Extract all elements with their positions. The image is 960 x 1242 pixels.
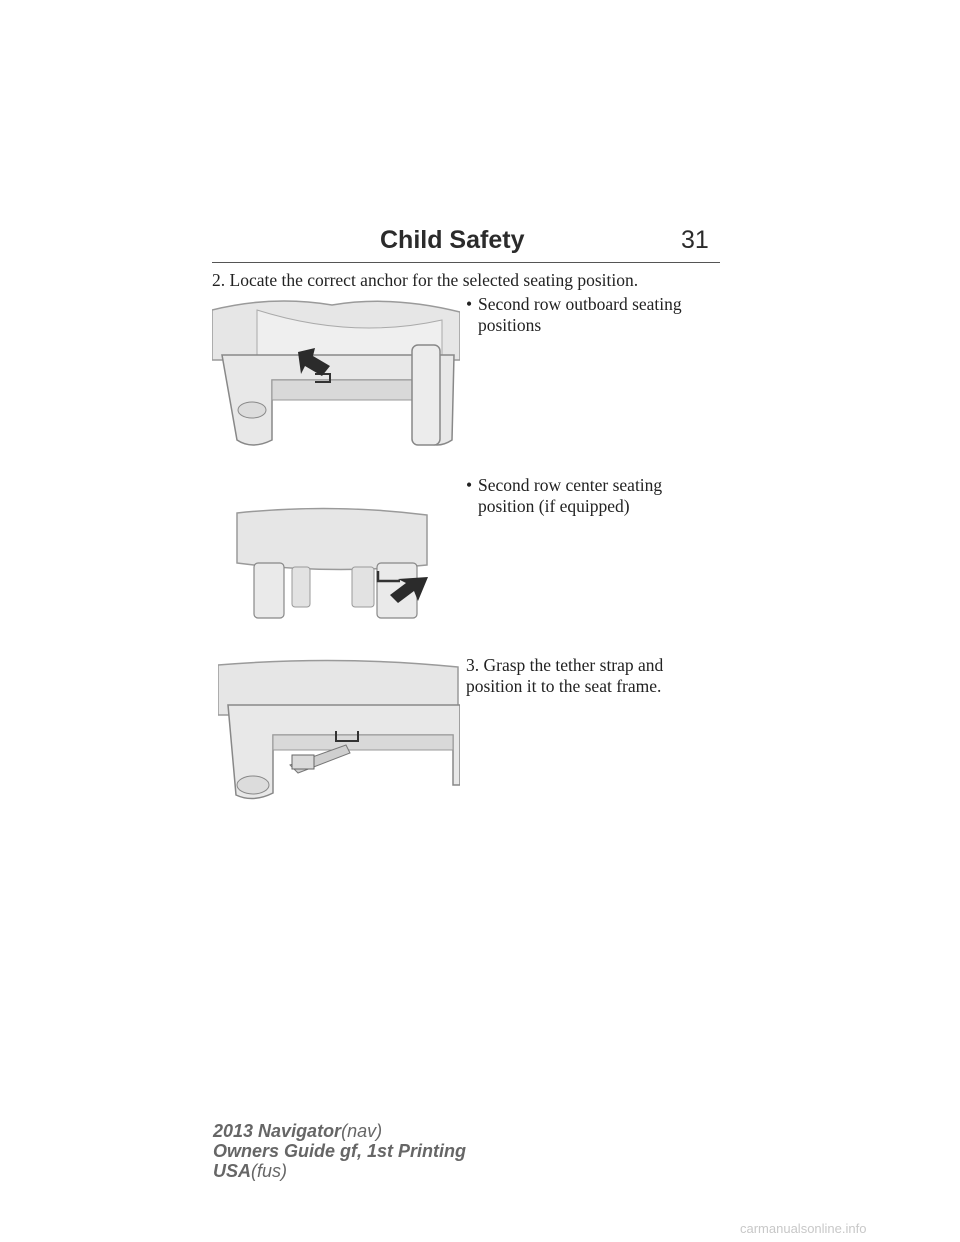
footer-market-line — [213, 1161, 287, 1181]
footer-model-code: (nav) — [341, 1121, 383, 1141]
footer-guide-line — [213, 1141, 466, 1161]
bullet-1-line-2: positions — [478, 315, 542, 335]
step-3-line-2: position it to the seat frame. — [466, 676, 662, 696]
header-divider — [212, 262, 720, 263]
bullet-1-symbol: • — [466, 294, 473, 314]
page-number: 31 — [681, 226, 709, 254]
outboard-anchor-illustration — [212, 300, 460, 460]
footer-market-code: (fus) — [251, 1161, 288, 1181]
bullet-2-line-2: position (if equipped) — [478, 496, 630, 516]
footer-model-line — [213, 1121, 382, 1141]
site-watermark: carmanualsonline.info — [740, 1221, 867, 1236]
tether-strap-illustration — [218, 655, 460, 805]
step-2-text: 2. Locate the correct anchor for the selected seating position. — [212, 270, 639, 290]
center-anchor-illustration — [232, 505, 432, 620]
footer-model: 2013 Navigator — [213, 1121, 342, 1141]
bullet-1-line-1: Second row outboard seating — [478, 294, 682, 314]
section-title: Child Safety — [380, 226, 525, 254]
footer-market: USA — [213, 1161, 252, 1181]
footer-guide: Owners Guide gf, 1st Printing — [213, 1141, 467, 1161]
step-3-line-1: 3. Grasp the tether strap and — [466, 655, 664, 675]
bullet-2-line-1: Second row center seating — [478, 475, 663, 495]
bullet-2-symbol: • — [466, 475, 473, 495]
